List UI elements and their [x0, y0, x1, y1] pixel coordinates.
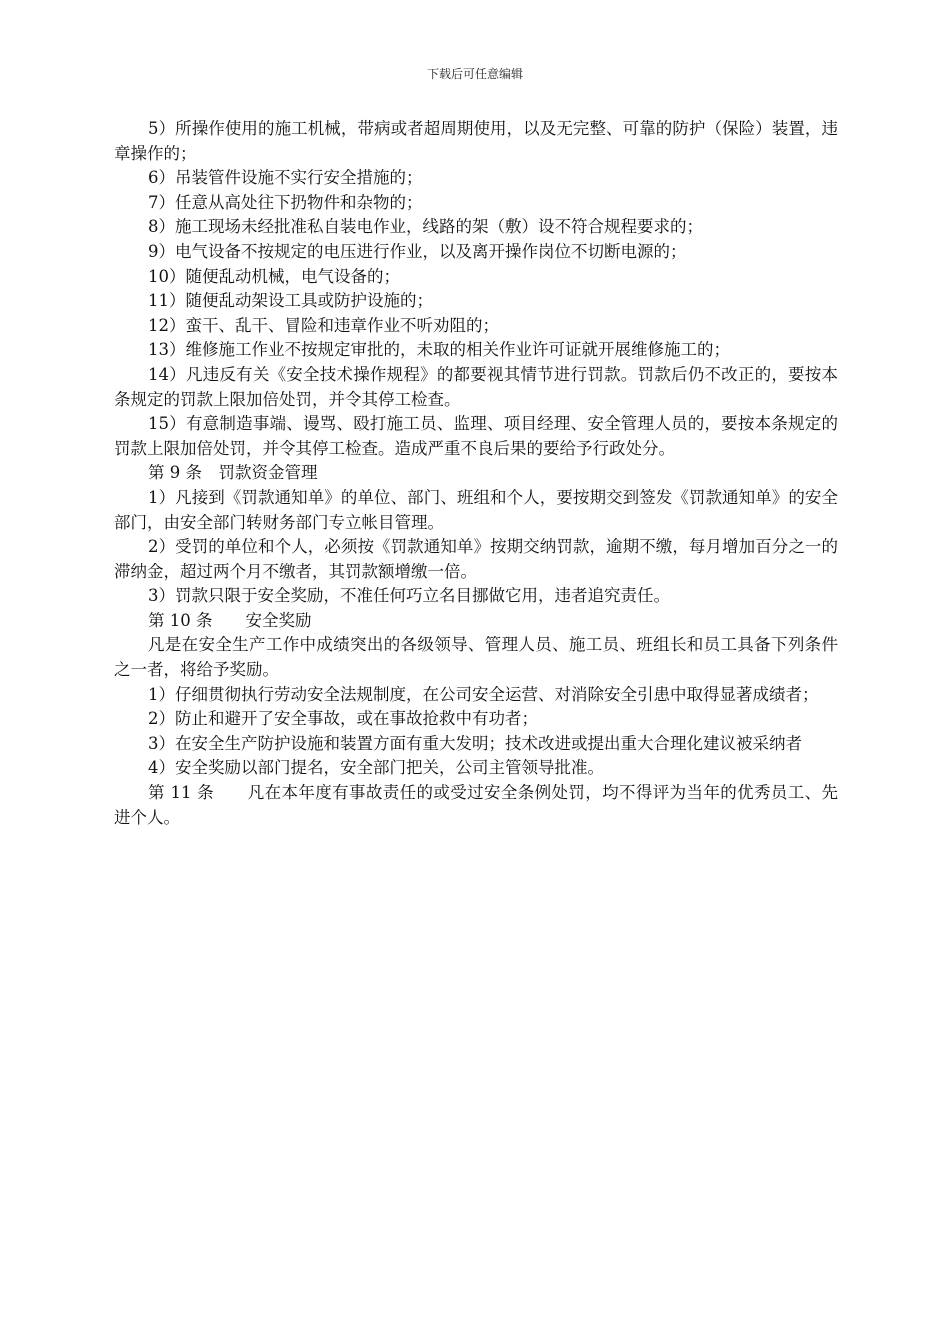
- document-body: [114, 117, 838, 830]
- article-10-item-2: 2）防止和避开了安全事故，或在事故抢救中有功者；: [148, 709, 538, 729]
- article-11-text: 第 11 条 凡在本年度有事故责任的或受过安全条例处罚，均不得评为当年的优秀员工、先进个人。: [114, 783, 838, 827]
- article-9-heading: 第 9 条 罚款资金管理: [148, 463, 318, 483]
- article-10-item-4: 4）安全奖励以部门提名，安全部门把关，公司主管领导批准。: [148, 758, 604, 778]
- rule-item-12: 12）蛮干、乱干、冒险和违章作业不听劝阻的；: [148, 315, 499, 335]
- rule-item-8: 8）施工现场未经批准私自装电作业，线路的架（敷）设不符合规程要求的；: [148, 217, 703, 237]
- article-10-intro: 凡是在安全生产工作中成绩突出的各级领导、管理人员、施工员、班组长和员工具备下列条件之一者，将给予奖励。: [114, 635, 838, 680]
- article-10-heading: 第 10 条 安全奖励: [148, 610, 312, 630]
- rule-item-10: 10）随便乱动机械，电气设备的；: [148, 266, 400, 286]
- article-9-item-1: 1）凡接到《罚款通知单》的单位、部门、班组和个人，要按期交到签发《罚款通知单》的安全部门，由安全部门转财务部门专立帐目管理。: [114, 487, 838, 532]
- rule-item-15: 15）有意制造事端、谩骂、殴打施工员、监理、项目经理、安全管理人员的，要按本条规定的罚款上限加倍处罚，并令其停工检查。造成严重不良后果的要给予行政处分。: [114, 414, 838, 458]
- rule-item-11: 11）随便乱动架设工具或防护设施的；: [148, 291, 433, 311]
- rule-item-14: 14）凡违反有关《安全技术操作规程》的都要视其情节进行罚款。罚款后仍不改正的，要按本条规定的罚款上限加倍处罚，并令其停工检查。: [114, 364, 838, 409]
- article-10-item-1: 1）仔细贯彻执行劳动安全法规制度，在公司安全运营、对消除安全引患中取得显著成绩者；: [148, 684, 819, 704]
- article-9-item-2: 2）受罚的单位和个人，必须按《罚款通知单》按期交纳罚款，逾期不缴，每月增加百分之一的滞纳金，超过两个月不缴者，其罚款额增缴一倍。: [114, 537, 838, 581]
- article-10-item-3: 3）在安全生产防护设施和装置方面有重大发明；技术改进或提出重大合理化建议被采纳者: [148, 733, 802, 753]
- rule-item-13: 13）维修施工作业不按规定审批的，未取的相关作业许可证就开展维修施工的；: [148, 340, 730, 360]
- rule-item-6: 6）吊装管件设施不实行安全措施的；: [148, 168, 423, 188]
- rule-item-7: 7）任意从高处往下扔物件和杂物的；: [148, 192, 423, 212]
- rule-item-9: 9）电气设备不按规定的电压进行作业，以及离开操作岗位不切断电源的；: [148, 241, 687, 261]
- page-header: 下载后可任意编辑: [426, 67, 523, 81]
- rule-item-5: 5）所操作使用的施工机械，带病或者超周期使用，以及无完整、可靠的防护（保险）装置，违章操作的；: [114, 119, 838, 163]
- article-9-item-3: 3）罚款只限于安全奖励，不准任何巧立名目挪做它用，违者追究责任。: [148, 586, 670, 606]
